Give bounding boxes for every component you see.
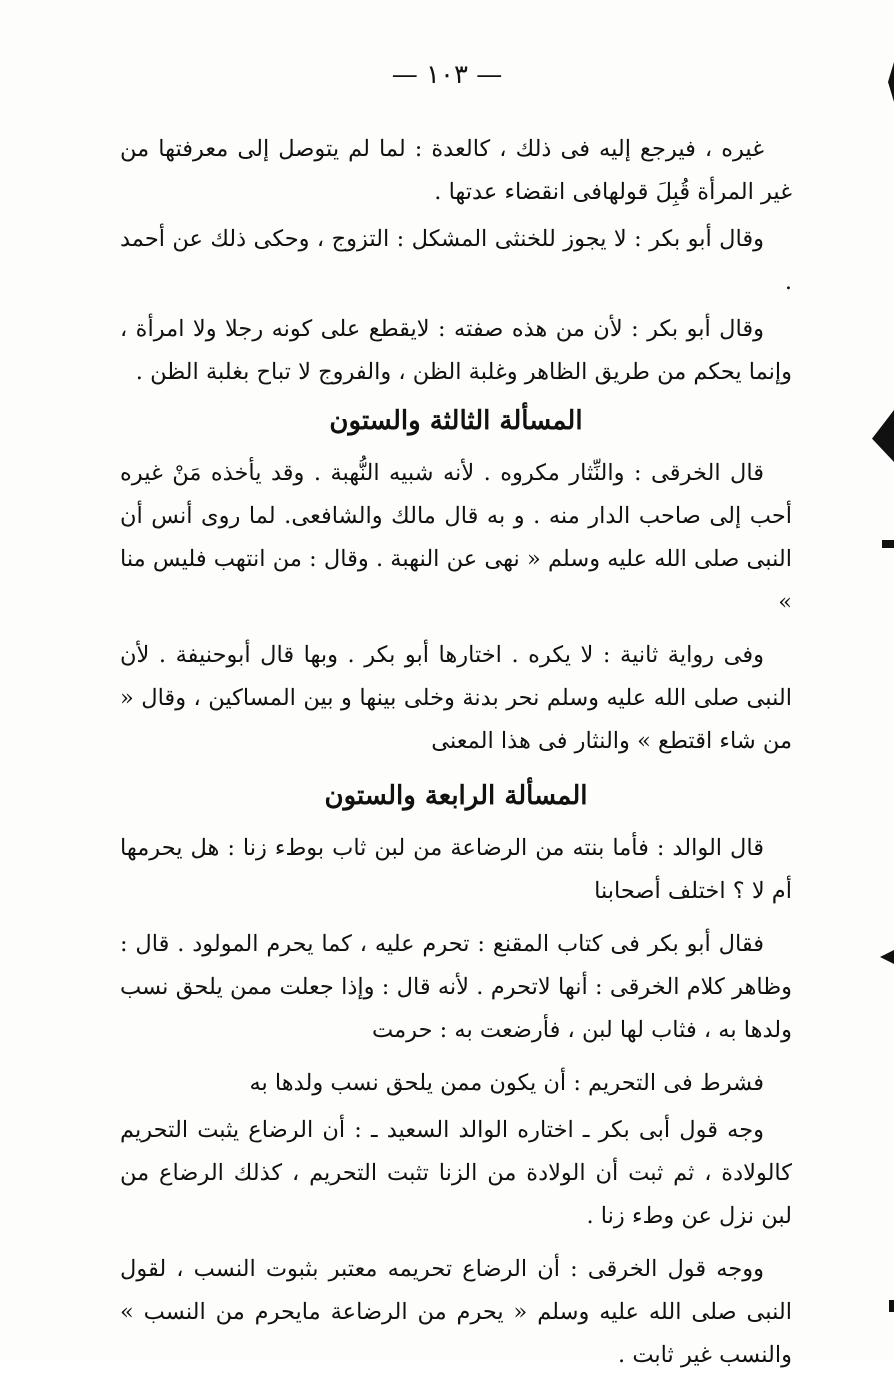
- paragraph-5: وفى رواية ثانية : لا يكره . اختارها أبو بكر . وبها قال أبوحنيفة . لأن النبى صلى الله عليه وسلم نحر بدنة وخلى بينها و بين المساكين ، وقال « من شاء اقتطع » والنثار فى هذا المعنى: [120, 642, 792, 754]
- scan-edge-mark: [882, 540, 894, 548]
- paragraph-3: وقال أبو بكر : لأن من هذه صفته : لايقطع على كونه رجلا ولا امرأة ، وإنما يحكم من طريق الظاهر وغلبة الظن ، والفروج لا تباح بغلبة الظن .: [120, 316, 792, 385]
- scan-edge-mark: [889, 1300, 894, 1312]
- scan-edge-mark: [872, 410, 894, 462]
- paragraph-1: غيره ، فيرجع إليه فى ذلك ، كالعدة : لما لم يتوصل إلى معرفتها من غير المرأة قُبِلَ قولهافى انقضاء عدتها .: [120, 136, 792, 205]
- paragraph-9: وجه قول أبى بكر ـ اختاره الوالد السعيد ـ : أن الرضاع يثبت التحريم كالولادة ، ثم ثبت أن الولادة من الزنا تثبت التحريم ، كذلك الرضاع من لبن نزل عن وطء زنا .: [120, 1117, 792, 1229]
- page-number: — ١٠٣ —: [391, 60, 503, 90]
- scan-edge-mark: [880, 950, 894, 964]
- paragraph-6: قال الوالد : فأما بنته من الرضاعة من لبن ثاب بوطء زنا : هل يحرمها أم لا ؟ اختلف أصحابنا: [120, 835, 792, 904]
- paragraph-4: قال الخرقى : والنِّثار مكروه . لأنه شبيه النُّهبة . وقد يأخذه مَنْ غيره أحب إلى صاحب الدار منه . و به قال مالك والشافعى. لما روى أنس أن النبى صلى الله عليه وسلم « نهى عن النهبة . وقال : من انتهب فليس منا »: [120, 460, 792, 615]
- page-body: [120, 128, 792, 1387]
- paragraph-2: وقال أبو بكر : لا يجوز للخنثى المشكل : التزوج ، وحكى ذلك عن أحمد .: [120, 226, 792, 295]
- paragraph-7: فقال أبو بكر فى كتاب المقنع : تحرم عليه ، كما يحرم المولود . قال : وظاهر كلام الخرقى : أنها لاتحرم . لأنه قال : وإذا جعلت ممن يلحق نسب ولدها به ، فثاب لها لبن ، فأرضعت به : حرمت: [120, 931, 792, 1043]
- paragraph-8: فشرط فى التحريم : أن يكون ممن يلحق نسب ولدها به: [249, 1070, 764, 1096]
- section-heading-63: المسألة الثالثة والستون: [329, 406, 583, 436]
- section-heading-64: المسألة الرابعة والستون: [324, 781, 588, 811]
- paragraph-10: ووجه قول الخرقى : أن الرضاع تحريمه معتبر بثبوت النسب ، لقول النبى صلى الله عليه وسلم « يحرم من الرضاعة مايحرم من النسب » والنسب غير ثابت .: [120, 1256, 792, 1368]
